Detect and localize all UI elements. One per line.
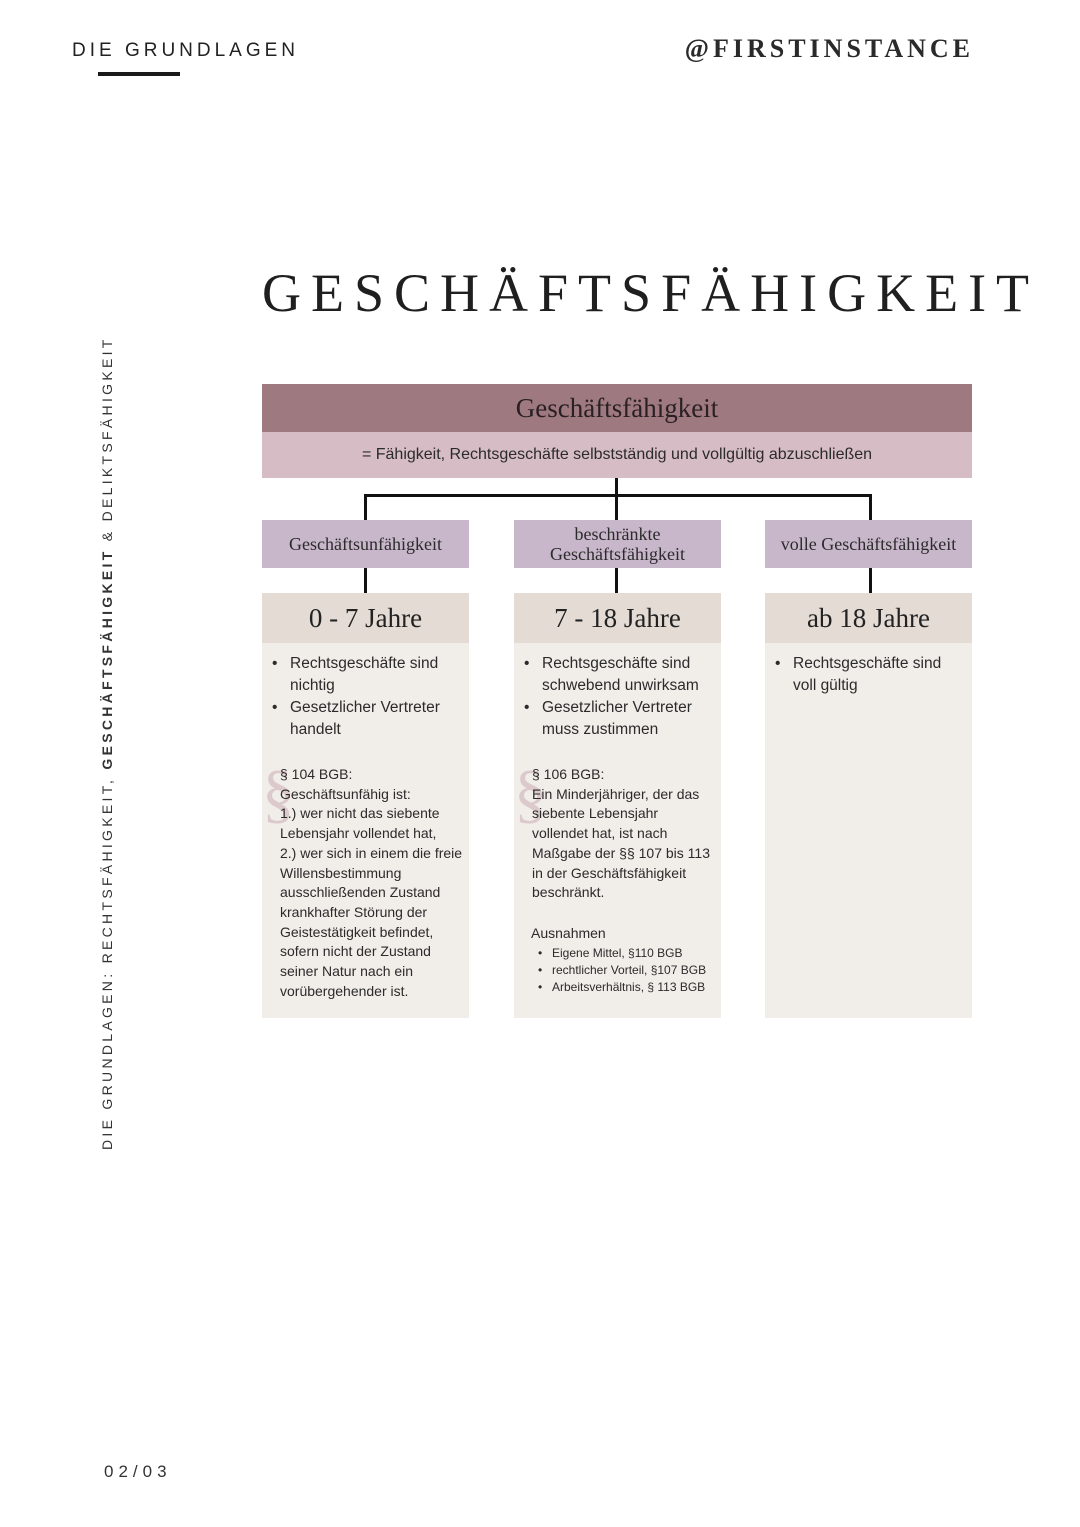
category-volle-geschaeftsfaehigkeit: volle Geschäftsfähigkeit	[765, 520, 972, 568]
law-text: § 106 BGB: Ein Minderjähriger, der das siebente Lebensjahr vollendet hat, ist nach Maßgabe der §§ 107 bis 113 in der Geschäftsfähigkeit beschränkt.	[532, 766, 710, 901]
side-caption	[99, 336, 115, 1150]
age-range-ab-18: ab 18 Jahre	[765, 593, 972, 643]
list-item: • Arbeitsverhältnis, § 113 BGB	[538, 979, 721, 996]
section-underline	[98, 72, 180, 76]
column-body-1	[262, 643, 469, 1018]
column-body-3	[765, 643, 972, 1018]
age-range-0-7: 0 - 7 Jahre	[262, 593, 469, 643]
list-item: • Rechtsgeschäfte sind schwebend unwirksam	[524, 653, 715, 697]
connector-horizontal	[364, 494, 872, 497]
list-item: • Rechtsgeschäfte sind voll gültig	[775, 653, 966, 697]
age-range-7-18: 7 - 18 Jahre	[514, 593, 721, 643]
connector-col1	[364, 568, 367, 593]
list-item: • Rechtsgeschäfte sind nichtig	[272, 653, 463, 697]
brand-handle: @FIRSTINSTANCE	[684, 34, 974, 63]
page-title: GESCHÄFTSFÄHIGKEIT	[262, 263, 1040, 323]
paragraph-icon: §	[514, 757, 547, 830]
column-3-bullets	[765, 643, 972, 697]
connector-trunk	[615, 478, 618, 520]
list-item: • Eigene Mittel, §110 BGB	[538, 945, 721, 962]
side-caption-highlight: GESCHÄFTSFÄHIGKEIT	[99, 548, 115, 770]
list-item: • rechtlicher Vorteil, §107 BGB	[538, 962, 721, 979]
paragraph-icon: §	[262, 757, 295, 830]
exceptions-title: Ausnahmen	[531, 924, 606, 941]
column-body-2	[514, 643, 721, 1018]
diagram-definition: = Fähigkeit, Rechtsgeschäfte selbstständig und vollgültig abzuschließen	[262, 432, 972, 478]
connector-col2	[615, 568, 618, 593]
section-label: DIE GRUNDLAGEN	[72, 40, 300, 61]
connector-col3	[869, 568, 872, 593]
connector-right-drop	[869, 494, 872, 520]
column-1-bullets	[262, 643, 469, 741]
list-item: • Gesetzlicher Vertreter handelt	[272, 697, 463, 741]
list-item: • Gesetzlicher Vertreter muss zustimmen	[524, 697, 715, 741]
side-caption-part1: DIE GRUNDLAGEN: RECHTSFÄHIGKEIT,	[99, 769, 115, 1150]
page-number: 02/03	[104, 1462, 172, 1481]
law-text: § 104 BGB: Geschäftsunfähig ist: 1.) wer nicht das siebente Lebensjahr vollendet hat, 2.) wer sich in einem die freie Willensbestimmung ausschließenden Zustand krankhafter Störung der Geistestätigkeit befindet, sofern nicht der Zustand seiner Natur nach ein vorübergehender ist.	[280, 766, 463, 999]
column-2-bullets	[514, 643, 721, 741]
exceptions-list	[538, 945, 721, 996]
side-caption-part3: & DELIKTSFÄHIGKEIT	[99, 336, 115, 549]
law-104-bgb	[262, 757, 465, 1001]
diagram-heading: Geschäftsfähigkeit	[262, 384, 972, 432]
category-geschaeftsunfaehigkeit: Geschäftsunfähigkeit	[262, 520, 469, 568]
category-beschraenkte-geschaeftsfaehigkeit: beschränkte Geschäftsfähigkeit	[514, 520, 721, 568]
law-106-bgb	[514, 757, 717, 903]
connector-left-drop	[364, 494, 367, 520]
